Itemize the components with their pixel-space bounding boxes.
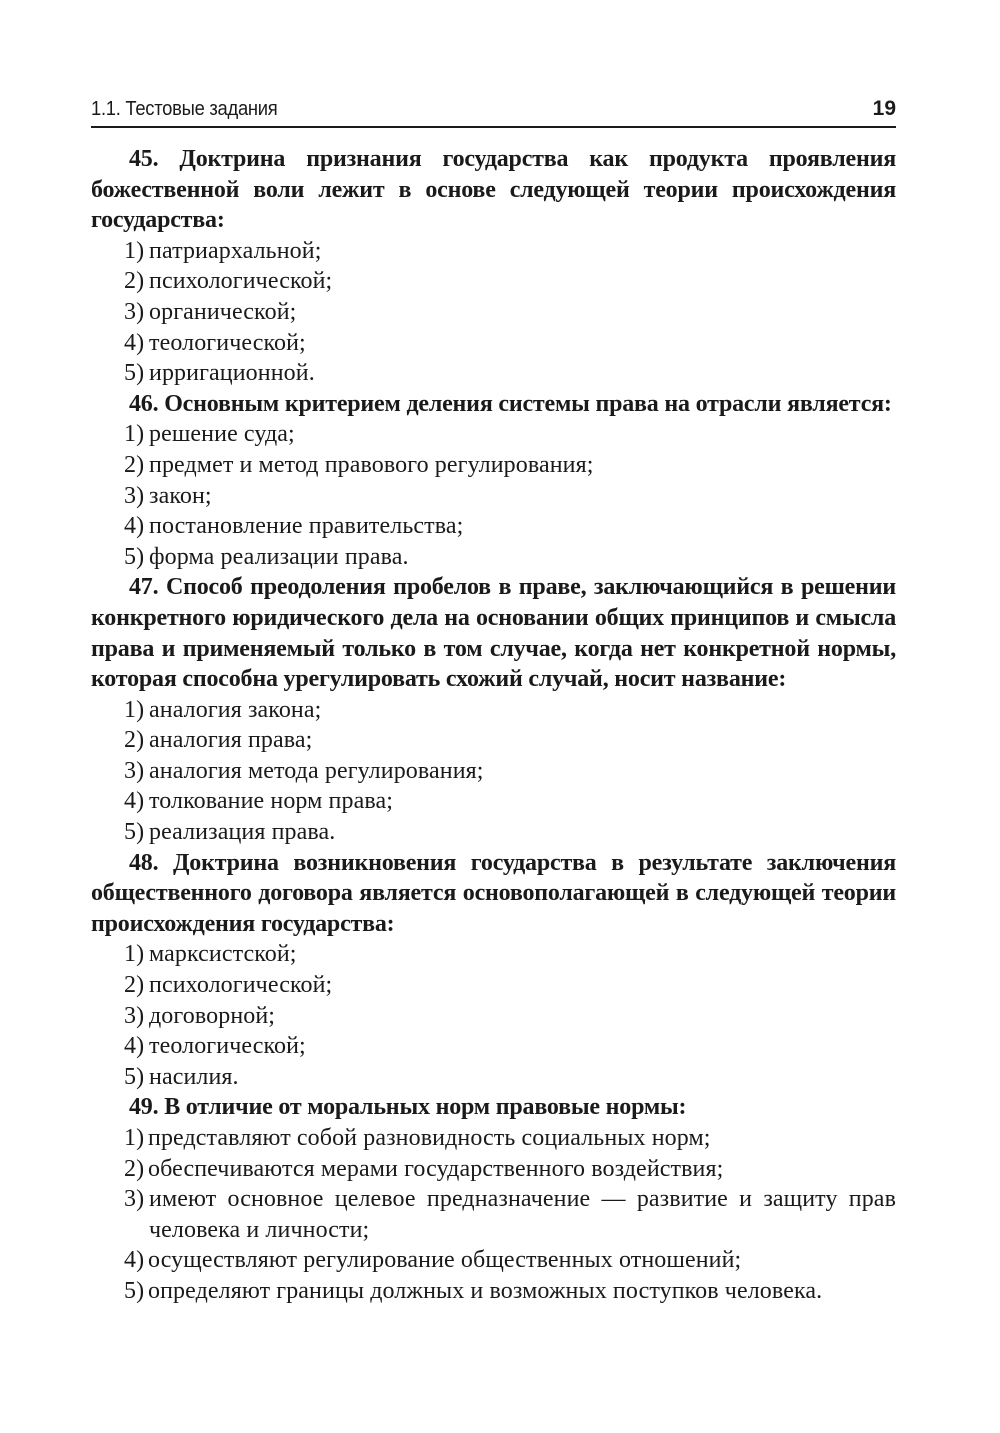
option — [91, 1123, 896, 1154]
option — [91, 266, 896, 297]
option-number: 1) — [124, 1125, 145, 1151]
option-text: психологической; — [149, 268, 333, 295]
option-text: имеют основное целевое предназначение — развитие и защиту прав человека и личности; — [149, 1186, 896, 1243]
option-text: ирригационной. — [149, 360, 315, 387]
option — [91, 1245, 896, 1276]
options-45 — [91, 236, 896, 389]
question-46-text: 46. Основным критерием деления системы права на отрасли является: — [129, 390, 892, 417]
options-49 — [91, 1123, 896, 1307]
option-text: аналогия закона; — [149, 696, 322, 723]
option — [91, 970, 896, 1001]
options-48 — [91, 939, 896, 1092]
option-number: 1) — [124, 421, 145, 448]
option-text: реализация права. — [149, 819, 336, 846]
option-text: теологической; — [149, 1033, 306, 1060]
question-45-text: 45. Доктрина признания государства как продукта проявления божественной воли лежит в основе следующей теории происхождения государства: — [91, 146, 896, 234]
option-number: 2) — [124, 1155, 145, 1182]
option-number: 3) — [124, 482, 145, 509]
option-text: органической; — [149, 298, 297, 325]
section-title: 1.1. Тестовые задания — [91, 98, 278, 120]
option-number: 5) — [124, 819, 145, 846]
option-text: толкование норм права; — [149, 788, 393, 815]
test-questions — [91, 144, 896, 1307]
option-number: 3) — [124, 1186, 145, 1213]
option-number: 1) — [124, 941, 145, 968]
option-number: 5) — [124, 543, 145, 570]
option — [91, 1184, 896, 1245]
option-number: 3) — [124, 298, 145, 325]
options-46 — [91, 419, 896, 572]
option — [91, 756, 896, 787]
option-number: 2) — [124, 268, 145, 295]
option — [91, 817, 896, 848]
option-number: 5) — [124, 360, 145, 387]
option-text: определяют границы должных и возможных поступков человека. — [148, 1277, 823, 1304]
option-text: аналогия метода регулирования; — [149, 757, 484, 784]
option-text: патриархальной; — [149, 237, 322, 264]
option — [91, 786, 896, 817]
option-number: 4) — [124, 329, 145, 356]
option-text: постановление правительства; — [149, 513, 464, 540]
option-number: 2) — [124, 727, 145, 754]
option-text: аналогия права; — [149, 727, 313, 754]
option-number: 5) — [124, 1063, 145, 1090]
option — [91, 450, 896, 481]
page-number: 19 — [872, 97, 896, 120]
option-number: 4) — [124, 788, 145, 815]
question-block-48 — [91, 848, 896, 1093]
option-number: 2) — [124, 972, 145, 999]
option-number: 4) — [124, 1033, 145, 1060]
option — [91, 481, 896, 512]
option-text: марксистской; — [149, 941, 297, 968]
option-text: теологической; — [149, 329, 306, 356]
option — [91, 1031, 896, 1062]
option — [91, 328, 896, 359]
option — [91, 236, 896, 267]
option-text: форма реализации права. — [149, 543, 409, 570]
option-text: договорной; — [149, 1002, 276, 1029]
option-text: осуществляют регулирование общественных отношений; — [148, 1247, 742, 1274]
option — [91, 511, 896, 542]
question-47-text: 47. Способ преодоления пробелов в праве, заключающийся в решении конкретного юридического дела на основании общих принципов и смысла права и применяемый только в том случае, когда нет конкретной нормы, которая способна урегулировать схожий случай, носит название: — [91, 574, 896, 693]
option-text: решение суда; — [149, 421, 295, 448]
option-text: представляют собой разновидность социальных норм; — [148, 1125, 711, 1151]
question-block-49 — [91, 1092, 896, 1306]
option — [91, 939, 896, 970]
option-text: насилия. — [149, 1063, 239, 1090]
question-block-46 — [91, 389, 896, 573]
option-number: 4) — [124, 513, 145, 540]
option-number: 3) — [124, 1002, 145, 1029]
option-number: 1) — [124, 237, 145, 264]
option — [91, 419, 896, 450]
option — [91, 725, 896, 756]
question-block-47 — [91, 572, 896, 847]
option — [91, 695, 896, 726]
options-47 — [91, 695, 896, 848]
option — [91, 542, 896, 573]
option-number: 3) — [124, 757, 145, 784]
option-text: предмет и метод правового регулирования; — [149, 451, 594, 478]
running-head — [91, 96, 896, 128]
question-block-45 — [91, 144, 896, 389]
option-text: психологической; — [149, 972, 333, 999]
option — [91, 1276, 896, 1307]
question-48-text: 48. Доктрина возникновения государства в результате заключения общественного договора является основополагающей в следующей теории происхождения государства: — [91, 849, 896, 937]
option — [91, 1062, 896, 1093]
option-number: 4) — [124, 1247, 145, 1274]
option — [91, 1154, 896, 1185]
option-text: обеспечиваются мерами государственного воздействия; — [148, 1155, 724, 1182]
option-number: 1) — [124, 696, 145, 723]
question-49-text: 49. В отличие от моральных норм правовые нормы: — [129, 1094, 687, 1121]
option — [91, 297, 896, 328]
option-text: закон; — [149, 482, 212, 509]
option-number: 2) — [124, 451, 145, 478]
option — [91, 358, 896, 389]
option — [91, 1001, 896, 1032]
option-number: 5) — [124, 1277, 145, 1304]
